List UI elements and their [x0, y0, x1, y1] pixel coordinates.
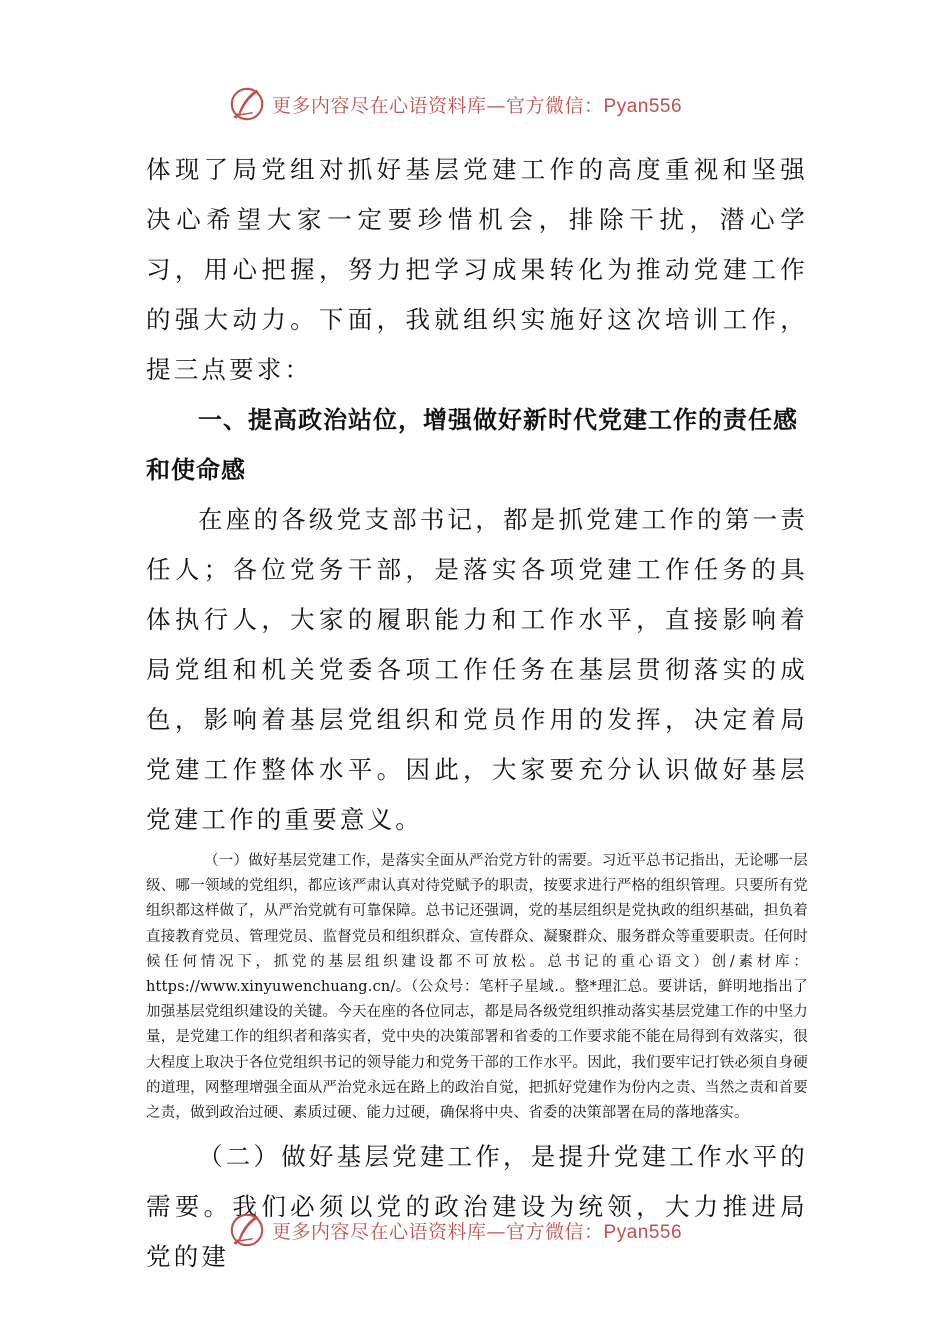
banner-message: 更多内容尽在心语资料库—官方微信： — [272, 94, 604, 117]
wechat-id: Pyan556 — [603, 1221, 683, 1243]
footer-banner — [228, 1210, 748, 1250]
paragraph-responsibility: 在座的各级党支部书记，都是抓党建工作的第一责任人；各位党务干部，是落实各项党建工作任务的具体执行人，大家的履职能力和工作水平，直接影响着局党组和机关党委各项工作任务在基层贯彻落实的成色，影响着基层党组织和党员作用的发挥，决定着局党建工作整体水平。因此，大家要充分认识做好基层党建工作的重要意义。 — [146, 505, 808, 834]
banner-text — [272, 1217, 682, 1244]
quill-pen-logo — [228, 1211, 266, 1249]
wechat-id: Pyan556 — [603, 95, 683, 117]
banner-text — [272, 91, 682, 118]
document-body — [146, 145, 808, 1282]
banner-message: 更多内容尽在心语资料库—官方微信： — [272, 1220, 604, 1243]
paragraph-point-1: （一）做好基层党建工作，是落实全面从严治党方针的需要。习近平总书记指出，无论哪一层级、哪一领域的党组织，都应该严肃认真对待党赋予的职责，按要求进行严格的组织管理。只要所有党组织都这样做了，从严治党就有可靠保障。总书记还强调，党的基层组织是党执政的组织基础，担负着直接教育党员、管理党员、监督党员和组织群众、宣传群众、凝聚群众、服务群众等重要职责。任何时候任何情况下，抓党的基层组织建设都不可放松。总书记的重心语文）创/素材库：https://www.xinyuwenchuang.cn/。（公众号：笔杆子星域.。整*理汇总。要讲话，鲜明地指出了加强基层党组织建设的关键。今天在座的各位同志，都是局各级党组织推动落实基层党建工作的中坚力量，是党建工作的组织者和落实者，党中央的决策部署和省委的工作要求能不能在局得到有效落实，很大程度上取决于各位党组织书记的领导能力和党务干部的工作水平。因此，我们要牢记打铁必须自身硬的道理，网整理增强全面从严治党永远在路上的政治自觉，把抓好党建作为份内之责、当然之责和首要之责，做到政治过硬、素质过硬、能力过硬，确保将中央、省委的决策部署在局的落地落实。 — [146, 853, 808, 1122]
paragraph-intro: 体现了局党组对抓好基层党建工作的高度重视和坚强决心希望大家一定要珍惜机会，排除干扰，潜心学习，用心把握，努力把学习成果转化为推动党建工作的强大动力。下面，我就组织实施好这次培训工作，提三点要求： — [146, 155, 808, 384]
quill-pen-logo — [228, 85, 266, 123]
section-heading-1: 一、提高政治站位，增强做好新时代党建工作的责任感和使命感 — [146, 406, 798, 484]
header-banner — [228, 84, 748, 124]
paragraph-point-2: （二）做好基层党建工作，是提升党建工作水平的需要。我们必须以党的政治建设为统领，大力推进局党的建 — [146, 1142, 808, 1272]
